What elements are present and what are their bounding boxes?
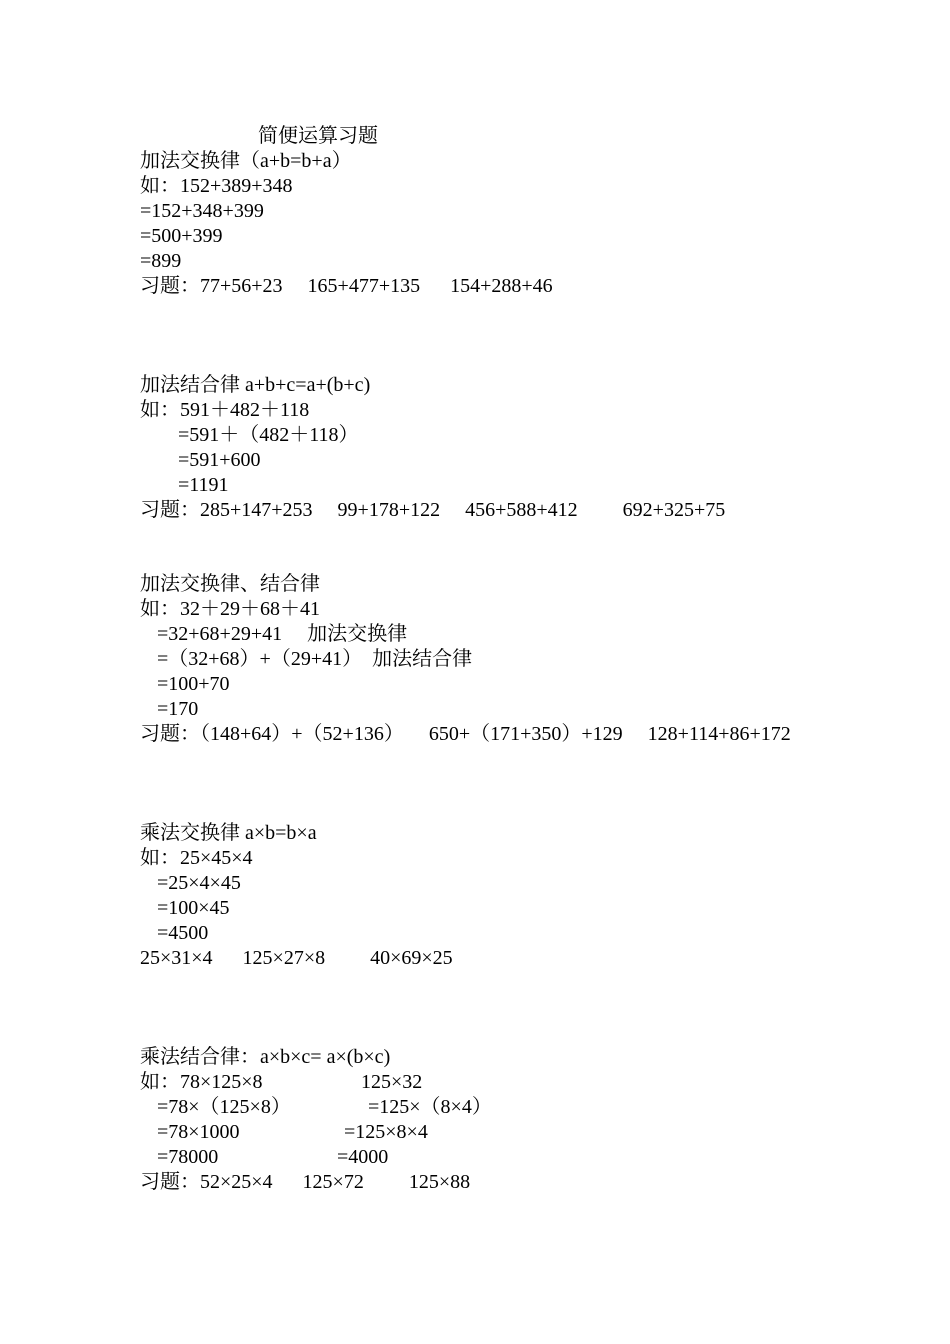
section-3-example-line: =（32+68）+（29+41） 加法结合律 (157, 648, 473, 670)
section-5-example2-line: =4000 (337, 1146, 389, 1168)
section-3-example-line: =32+68+29+41 加法交换律 (157, 623, 408, 645)
section-3-example-line: =100+70 (157, 673, 230, 695)
section-5-example2-line: 125×32 (361, 1071, 423, 1093)
section-2-practice: 习题：285+147+253 99+178+122 456+588+412 692+325+75 (140, 499, 726, 521)
section-5-example2-line: =125×8×4 (344, 1121, 428, 1143)
section-1-heading: 加法交换律（a+b=b+a） (140, 150, 352, 172)
section-1-example-line: =152+348+399 (140, 200, 264, 222)
section-3-practice: 习题：（148+64）+（52+136） 650+（171+350）+129 128+114+86+172 (140, 723, 791, 745)
section-3-example-line: =170 (157, 698, 199, 720)
section-1-practice: 习题：77+56+23 165+477+135 154+288+46 (140, 275, 553, 297)
section-2-example-line: =591＋（482＋118） (178, 424, 359, 446)
section-4-example-line: =4500 (157, 922, 209, 944)
section-2-example-line: 如：591＋482＋118 (140, 399, 310, 421)
section-4-heading: 乘法交换律 a×b=b×a (140, 822, 317, 844)
page-title: 简便运算习题 (258, 125, 378, 147)
section-2-example-line: =1191 (178, 474, 229, 496)
section-4-example-line: 如：25×45×4 (140, 847, 253, 869)
section-1-example-line: =899 (140, 250, 182, 272)
section-5-heading: 乘法结合律：a×b×c= a×(b×c) (140, 1046, 391, 1068)
section-1-example-line: =500+399 (140, 225, 223, 247)
section-5-example-line: =78000 (157, 1146, 219, 1168)
section-4-practice: 25×31×4 125×27×8 40×69×25 (140, 947, 453, 969)
section-5-example-line: =78×（125×8） (157, 1096, 291, 1118)
section-5-example-line: =78×1000 (157, 1121, 240, 1143)
section-1-example-line: 如：152+389+348 (140, 175, 293, 197)
section-2-heading: 加法结合律 a+b+c=a+(b+c) (140, 374, 371, 396)
section-5-practice: 习题：52×25×4 125×72 125×88 (140, 1171, 471, 1193)
section-5-example-line: 如：78×125×8 (140, 1071, 263, 1093)
section-4-example-line: =25×4×45 (157, 872, 241, 894)
section-3-example-line: 如：32＋29＋68＋41 (140, 598, 320, 620)
section-2-example-line: =591+600 (178, 449, 261, 471)
section-3-heading: 加法交换律、结合律 (140, 573, 320, 595)
section-4-example-line: =100×45 (157, 897, 230, 919)
section-5-example2-line: =125×（8×4） (368, 1096, 492, 1118)
